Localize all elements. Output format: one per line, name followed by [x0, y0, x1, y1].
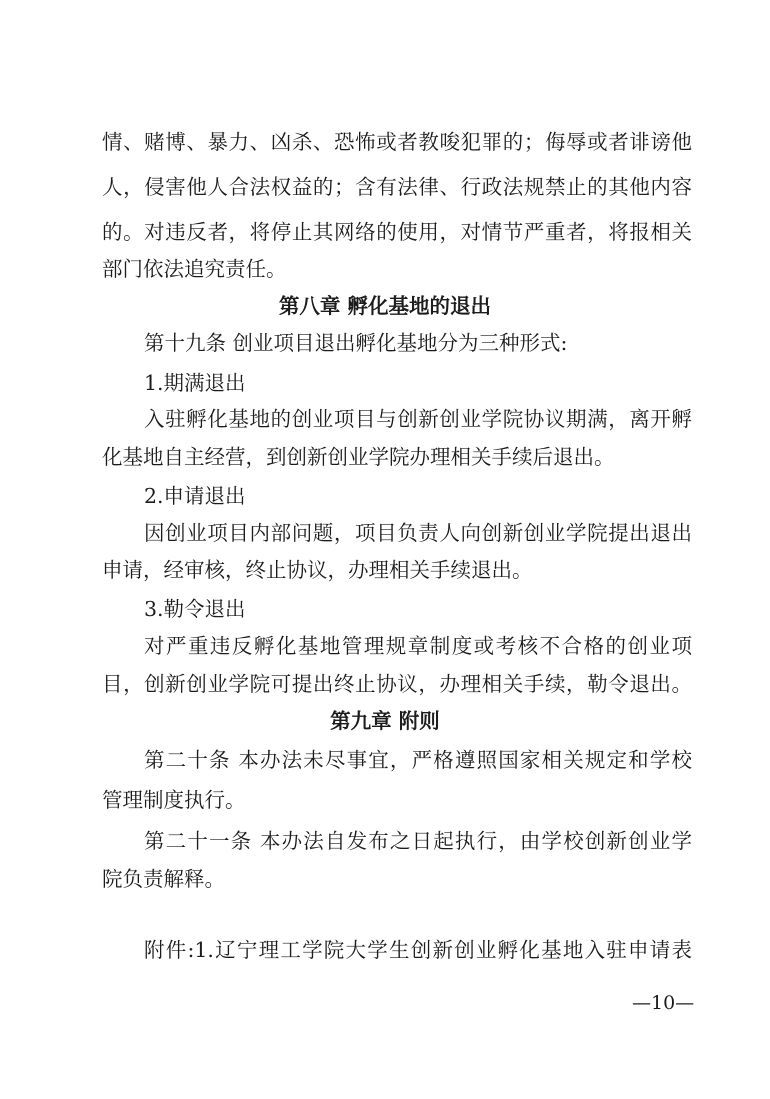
article-21-text: 院负责解释。	[102, 867, 225, 891]
item-2-text: 因创业项目内部问题，项目负责人向创新创业学院提出退出	[144, 521, 692, 545]
article-19-text: 第十九条 创业项目退出孵化基地分为三种形式:	[144, 331, 568, 355]
body-text-line: 情、赌博、暴力、凶杀、恐怖或者教唆犯罪的；侮辱或者诽谤他	[102, 130, 692, 154]
item-1-text: 化基地自主经营，到创新创业学院办理相关手续后退出。	[102, 445, 615, 469]
chapter-9-heading: 第九章 附则	[330, 709, 440, 733]
item-3-text: 目，创新创业学院可提出终止协议，办理相关手续，勒令退出。	[102, 672, 692, 696]
item-1-text: 入驻孵化基地的创业项目与创新创业学院协议期满，离开孵	[144, 407, 692, 431]
item-3-text: 对严重违反孵化基地管理规章制度或考核不合格的创业项	[144, 634, 692, 658]
body-text-line: 人，侵害他人合法权益的；含有法律、行政法规禁止的其他内容	[102, 175, 692, 199]
item-2-text: 申请，经审核，终止协议，办理相关手续退出。	[102, 558, 533, 582]
body-text-line: 部门依法追究责任。	[102, 257, 287, 281]
article-20-text: 管理制度执行。	[102, 788, 246, 812]
page-number: —10—	[632, 992, 695, 1014]
body-text-line: 的。对违反者，将停止其网络的使用，对情节严重者，将报相关	[102, 220, 692, 244]
item-3-title: 3.勒令退出	[144, 597, 246, 621]
article-20-text: 第二十条 本办法未尽事宜，严格遵照国家相关规定和学校	[144, 748, 692, 772]
article-21-text: 第二十一条 本办法自发布之日起执行，由学校创新创业学	[144, 829, 692, 853]
item-1-title: 1.期满退出	[144, 371, 246, 395]
attachment-line: 附件:1.辽宁理工学院大学生创新创业孵化基地入驻申请表	[144, 938, 692, 962]
item-2-title: 2.申请退出	[144, 484, 246, 508]
chapter-8-heading: 第八章 孵化基地的退出	[278, 294, 492, 318]
